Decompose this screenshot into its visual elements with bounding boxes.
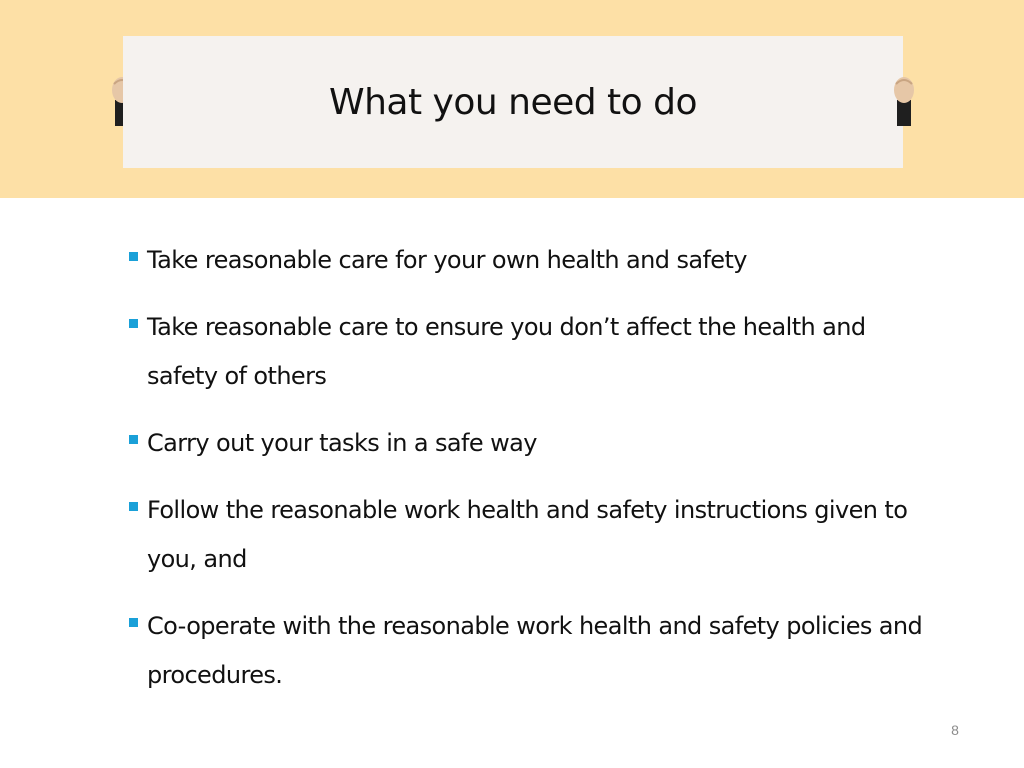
bullet-item <box>129 419 929 468</box>
title-sign-board <box>123 36 903 168</box>
bullet-item <box>129 303 929 401</box>
page-number: 8 <box>951 722 959 738</box>
square-bullet-icon <box>129 435 138 444</box>
bullet-item <box>129 486 929 584</box>
right-hand-icon <box>892 70 918 126</box>
bullet-list <box>129 236 929 718</box>
slide-title: What you need to do <box>329 81 697 123</box>
bullet-text: Take reasonable care to ensure you don’t affect the health and safety of others <box>147 313 866 390</box>
bullet-text: Take reasonable care for your own health and safety <box>147 246 747 274</box>
square-bullet-icon <box>129 252 138 261</box>
bullet-text: Follow the reasonable work health and safety instructions given to you, and <box>147 496 908 573</box>
square-bullet-icon <box>129 618 138 627</box>
bullet-text: Co-operate with the reasonable work health and safety policies and procedures. <box>147 612 923 689</box>
bullet-item <box>129 602 929 700</box>
square-bullet-icon <box>129 502 138 511</box>
bullet-item <box>129 236 929 285</box>
bullet-text: Carry out your tasks in a safe way <box>147 429 537 457</box>
square-bullet-icon <box>129 319 138 328</box>
